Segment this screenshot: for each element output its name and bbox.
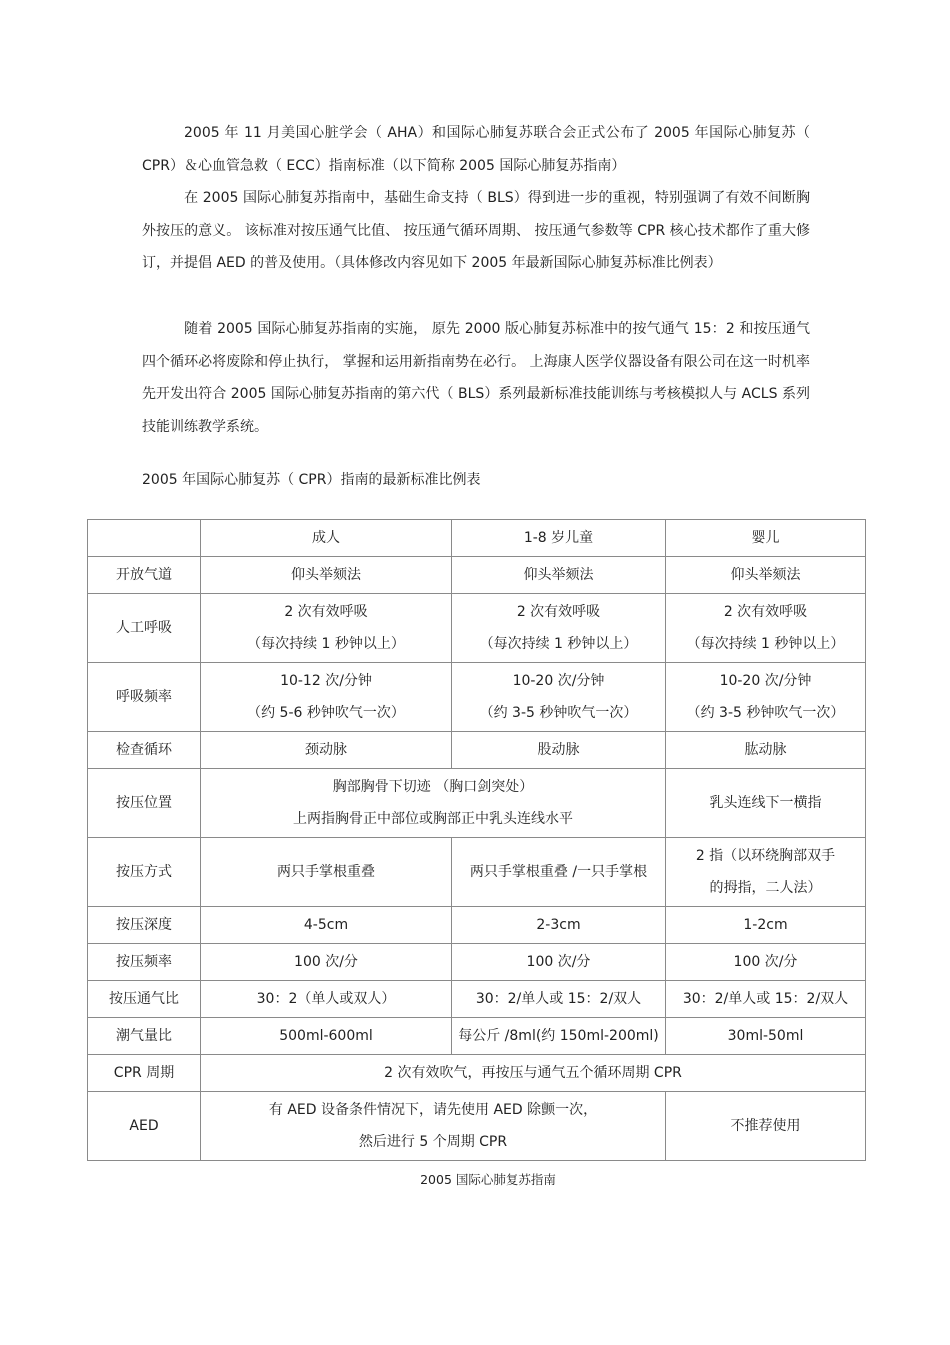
cell-line: 2 指（以环绕胸部双手 (695, 848, 836, 864)
cell-line: 上两指胸骨正中部位或胸部正中乳头连线水平 (293, 811, 573, 827)
cell-infant (666, 838, 866, 907)
table-row-method (88, 838, 866, 907)
cell-adult-child (201, 1092, 666, 1161)
cell-line: 的拇指，二人法） (709, 880, 822, 896)
cell-child: 每公斤 /8ml(约 150ml-200ml) (452, 1018, 666, 1055)
row-label: CPR 周期 (88, 1055, 201, 1092)
row-label: 呼吸频率 (88, 663, 201, 732)
cell-adult (201, 594, 452, 663)
cell-line: 有 AED 设备条件情况下，请先使用 AED 除颤一次， (268, 1102, 598, 1118)
table-row-airway (88, 557, 866, 594)
cell-infant (666, 594, 866, 663)
cell-line: （每次持续 1 秒钟以上） (247, 636, 405, 652)
cell-infant (666, 663, 866, 732)
cell-child: 股动脉 (452, 732, 666, 769)
table-header-row (88, 520, 866, 557)
cell-line: 胸部胸骨下切迹 （胸口剑突处） (332, 779, 534, 795)
table-row-depth (88, 907, 866, 944)
cell-infant: 1-2cm (666, 907, 866, 944)
cell-child: 100 次/分 (452, 944, 666, 981)
cell-line: 2 次有效呼吸 (723, 604, 808, 620)
cell-adult: 500ml-600ml (201, 1018, 452, 1055)
row-label: 按压通气比 (88, 981, 201, 1018)
cell-infant: 30：2/单人或 15：2/双人 (666, 981, 866, 1018)
cell-child: 30：2/单人或 15：2/双人 (452, 981, 666, 1018)
cell-child (452, 594, 666, 663)
cell-adult: 颈动脉 (201, 732, 452, 769)
cell-infant: 30ml-50ml (666, 1018, 866, 1055)
cell-child: 2-3cm (452, 907, 666, 944)
cell-line: 2 次有效呼吸 (284, 604, 368, 620)
cell-line: （约 3-5 秒钟吹气一次） (479, 705, 638, 721)
row-label: 检查循环 (88, 732, 201, 769)
cell-line: （每次持续 1 秒钟以上） (479, 636, 638, 652)
cell-adult (201, 663, 452, 732)
table-row-frequency (88, 944, 866, 981)
cell-adult: 4-5cm (201, 907, 452, 944)
bls-paragraph: 在 2005 国际心肺复苏指南中，基础生命支持（ BLS）得到进一步的重视，特别强调了有效不间断胸外按压的意义。 该标准对按压通气比值、 按压通气循环周期、 按压通气参数等 CPR 核心技术都作了重大修订，并提倡 AED 的普及使用。（具体修改内容见如下 2005 年最新国际心肺复苏标准比例表） (142, 190, 810, 271)
header-corner-cell (88, 520, 201, 557)
table-caption: 2005 年国际心肺复苏（ CPR）指南的最新标准比例表 (142, 472, 481, 488)
cell-line: 10-12 次/分钟 (280, 673, 372, 689)
header-infant: 婴儿 (666, 520, 866, 557)
table-row-cycle (88, 1055, 866, 1092)
row-label: 人工呼吸 (88, 594, 201, 663)
header-child: 1-8 岁儿童 (452, 520, 666, 557)
row-label: 按压频率 (88, 944, 201, 981)
table-row-aed (88, 1092, 866, 1161)
table-row-position (88, 769, 866, 838)
row-label: 潮气量比 (88, 1018, 201, 1055)
cell-child: 两只手掌根重叠 /一只手掌根 (452, 838, 666, 907)
cell-line: 2 次有效呼吸 (516, 604, 601, 620)
cell-infant: 不推荐使用 (666, 1092, 866, 1161)
row-label: 按压方式 (88, 838, 201, 907)
cpr-standards-table (87, 519, 866, 1161)
cell-infant: 仰头举颏法 (666, 557, 866, 594)
table-row-tidal (88, 1018, 866, 1055)
cell-line: 然后进行 5 个周期 CPR (358, 1134, 508, 1150)
cell-infant: 100 次/分 (666, 944, 866, 981)
cell-adult: 仰头举颏法 (201, 557, 452, 594)
cell-child: 仰头举颏法 (452, 557, 666, 594)
cell-line: （约 3-5 秒钟吹气一次） (686, 705, 845, 721)
cell-line: 10-20 次/分钟 (719, 673, 812, 689)
row-label: 按压深度 (88, 907, 201, 944)
footer-caption: 2005 国际心肺复苏指南 (420, 1172, 556, 1187)
cell-adult: 两只手掌根重叠 (201, 838, 452, 907)
cell-all: 2 次有效吹气，再按压与通气五个循环周期 CPR (201, 1055, 866, 1092)
cell-line: （约 5-6 秒钟吹气一次） (247, 705, 405, 721)
table-row-rate (88, 663, 866, 732)
header-adult: 成人 (201, 520, 452, 557)
row-label: 开放气道 (88, 557, 201, 594)
intro-paragraph: 2005 年 11 月美国心脏学会（ AHA）和国际心肺复苏联合会正式公布了 2005 年国际心肺复苏（ CPR）＆心血管急救（ ECC）指南标准（以下简称 2005 国际心肺复苏指南） (142, 125, 810, 174)
cell-adult-child (201, 769, 666, 838)
row-label: AED (88, 1092, 201, 1161)
row-label: 按压位置 (88, 769, 201, 838)
cell-infant: 肱动脉 (666, 732, 866, 769)
table-row-breathing (88, 594, 866, 663)
cell-adult: 30：2（单人或双人） (201, 981, 452, 1018)
cell-infant: 乳头连线下一横指 (666, 769, 866, 838)
implementation-paragraph: 随着 2005 国际心肺复苏指南的实施， 原先 2000 版心肺复苏标准中的按气通气 15：2 和按压通气四个循环必将废除和停止执行， 掌握和运用新指南势在必行。 上海康人医学仪器设备有限公司在这一时机率先开发出符合 2005 国际心肺复苏指南的第六代（ BLS）系列最新标准技能训练与考核模拟人与 ACLS 系列技能训练教学系统。 (142, 321, 810, 435)
cell-child (452, 663, 666, 732)
cell-adult: 100 次/分 (201, 944, 452, 981)
cell-line: （每次持续 1 秒钟以上） (686, 636, 845, 652)
cell-line: 10-20 次/分钟 (512, 673, 605, 689)
table-row-ratio (88, 981, 866, 1018)
table-row-circulation (88, 732, 866, 769)
